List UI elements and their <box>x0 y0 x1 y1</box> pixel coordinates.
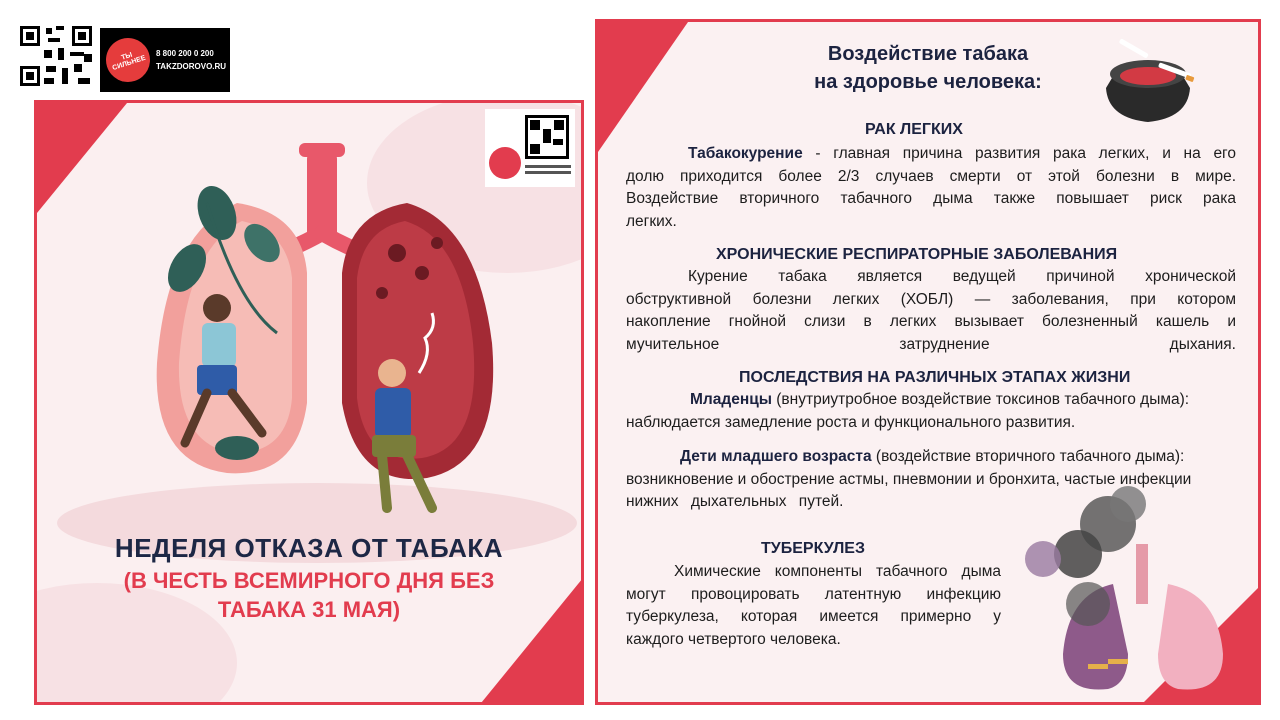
brand-site: TAKZDOROVO.RU <box>156 62 227 71</box>
panel-title-line2: на здоровье человека: <box>814 71 1042 93</box>
panel-title-line1: Воздействие табака <box>827 43 1029 65</box>
children-line3: нижних дыхательных путей. <box>626 493 844 510</box>
lung-cancer-line2: долю приходится более 2/3 случаев смерти от этой болезни в мире. <box>626 167 1236 185</box>
poster <box>34 100 584 705</box>
respiratory-line4: мучительное затруднение дыхания. <box>626 335 1236 353</box>
section-heading-lung-cancer: РАК ЛЕГКИХ <box>865 121 963 138</box>
brand-logo <box>100 28 230 92</box>
section-lung-cancer-text <box>626 143 1236 233</box>
infants-bold: Младенцы <box>690 391 772 408</box>
lung-cancer-line1: - главная причина развития рака легких, и на его <box>802 145 1236 162</box>
respiratory-line2: обструктивной болезни легких (ХОБЛ) — заболевания, при котором <box>626 290 1236 308</box>
lungs-illustration <box>37 103 584 523</box>
poster-subtitle-line2: ТАБАКА 31 МАЯ) <box>217 597 401 622</box>
ashtray-illustration <box>1098 38 1198 128</box>
info-panel <box>595 19 1261 705</box>
lung-cancer-line4: легких. <box>626 212 677 230</box>
tuberculosis-line3: туберкулеза, которая имеется примерно у <box>626 608 1001 625</box>
infants-line2: наблюдается замедление роста и функционального развития. <box>626 413 1076 431</box>
section-respiratory-text <box>626 266 1236 356</box>
brand-phone: 8 800 200 0 200 <box>156 49 214 58</box>
infants-line1: (внутриутробное воздействие токсинов табачного дыма): <box>771 391 1190 408</box>
section-heading-tuberculosis: ТУБЕРКУЛЕЗ <box>761 540 865 557</box>
lung-cancer-line3: Воздействие вторичного табачного дыма также повышает риск рака <box>626 190 1236 207</box>
section-life-stages-text <box>626 389 1236 514</box>
brand-badge: ТЫ СИЛЬНЕЕ <box>100 32 155 87</box>
children-line1: (воздействие вторичного табачного дыма): <box>871 448 1185 465</box>
poster-title: НЕДЕЛЯ ОТКАЗА ОТ ТАБАКА <box>114 533 504 563</box>
qr-code-icon <box>18 24 94 88</box>
respiratory-line3: накопление гнойной слизи в легких вызывает болезненный кашель и <box>626 313 1236 330</box>
children-line2: возникновение и обострение астмы, пневмонии и бронхита, частые инфекции <box>626 470 1192 488</box>
section-tuberculosis-text <box>626 561 1001 651</box>
panel-title <box>788 40 1068 96</box>
respiratory-line1: Курение табака является ведущей причиной хронической <box>688 268 1236 285</box>
lung-cancer-bold: Табакокурение <box>688 145 803 162</box>
tuberculosis-line2: могут провоцировать латентную инфекцию <box>626 585 1001 603</box>
smoky-lungs-illustration <box>1018 484 1248 704</box>
tuberculosis-line1: Химические компоненты табачного дыма <box>674 563 1001 580</box>
section-heading-respiratory: ХРОНИЧЕСКИЕ РЕСПИРАТОРНЫЕ ЗАБОЛЕВАНИЯ <box>716 246 1118 263</box>
poster-subtitle-line1: (В ЧЕСТЬ ВСЕМИРНОГО ДНЯ БЕЗ <box>123 568 495 593</box>
section-heading-life-stages: ПОСЛЕДСТВИЯ НА РАЗЛИЧНЫХ ЭТАПАХ ЖИЗНИ <box>739 369 1131 386</box>
tuberculosis-line4: каждого четвертого человека. <box>626 630 841 648</box>
children-bold: Дети младшего возраста <box>680 448 872 465</box>
